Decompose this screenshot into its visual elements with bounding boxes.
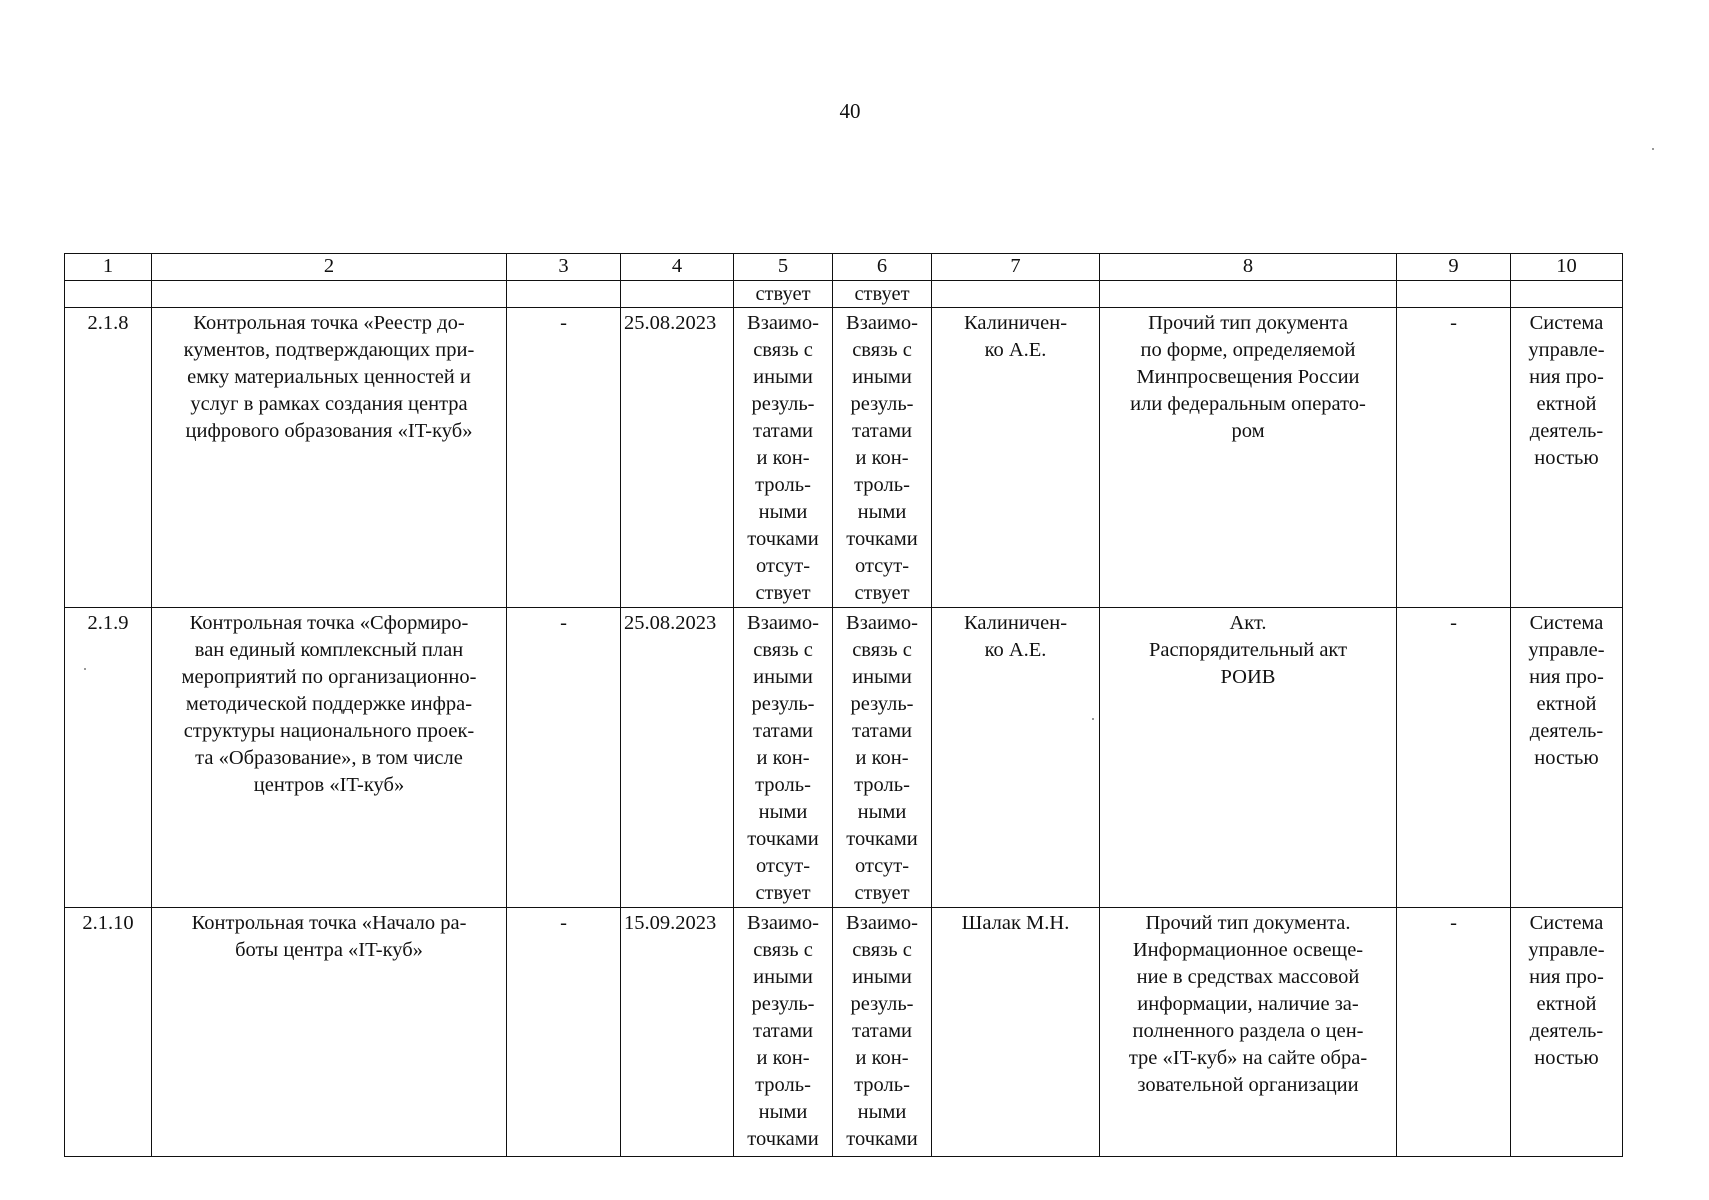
cell-line: цифрового образования «IT-куб» (185, 420, 473, 442)
cell-line: татами (851, 1020, 913, 1042)
cell-line: или федеральным операто- (1130, 393, 1366, 415)
relation-cell-5 (734, 908, 833, 1157)
cell-line: зовательной организации (1137, 1074, 1359, 1096)
cell-line: ектной (1536, 393, 1597, 415)
cell-line: татами (851, 720, 913, 742)
column-header: 7 (932, 254, 1100, 281)
continuation-row (65, 281, 1623, 308)
col3-cell: - (507, 308, 621, 608)
column-header: 8 (1100, 254, 1397, 281)
cell-line: и кон- (855, 747, 909, 769)
responsible-cell (932, 608, 1100, 908)
cell-line: троль- (854, 474, 910, 496)
cell-line: ствует (854, 882, 910, 904)
col9-cell: - (1397, 308, 1511, 608)
cell-line: Контрольная точка «Реестр до- (193, 312, 465, 334)
cell-line: Контрольная точка «Начало ра- (191, 912, 467, 934)
deadline-date-cell: 25.08.2023 (621, 608, 734, 908)
cell-line: деятель- (1529, 720, 1604, 742)
cell-line: ко А.Е. (984, 639, 1047, 661)
cell-line: отсут- (755, 555, 811, 577)
cell-line: боты центра «IT-куб» (235, 939, 423, 961)
control-point-name-cell (152, 308, 507, 608)
scan-speck (84, 668, 86, 670)
cell-line: иными (852, 666, 912, 688)
cell-line: Шалак М.Н. (961, 912, 1070, 934)
cell-line: Прочий тип документа. (1145, 912, 1351, 934)
table-row (65, 308, 1623, 608)
cell-line: ствует (755, 582, 811, 604)
relation-cell-6 (833, 308, 932, 608)
cell-line: отсут- (854, 855, 910, 877)
responsible-cell (932, 308, 1100, 608)
cell-line: ния про- (1529, 366, 1604, 388)
control-point-name-cell (152, 608, 507, 908)
cell-line: точками (846, 1128, 918, 1150)
col3-cell: - (507, 908, 621, 1157)
cell-line: деятель- (1529, 420, 1604, 442)
cell-line: и кон- (756, 447, 810, 469)
cell-line: Калиничен- (963, 312, 1068, 334)
deadline-date-cell: 25.08.2023 (621, 308, 734, 608)
cell-line: Распорядительный акт (1148, 639, 1348, 661)
cell-line: ния про- (1529, 966, 1604, 988)
cell-line: точками (747, 528, 819, 550)
relation-cell-5 (734, 308, 833, 608)
cell-line: и кон- (756, 1047, 810, 1069)
cell-line: иными (753, 966, 813, 988)
cell-line: ние в средствах массовой (1136, 966, 1360, 988)
cell-line: Контрольная точка «Сформиро- (189, 612, 469, 634)
relation-cell-6 (833, 908, 932, 1157)
cell-line: Взаимо- (846, 612, 918, 634)
col3-cell: - (507, 608, 621, 908)
cell-line: и кон- (855, 1047, 909, 1069)
cell-line: тре «IT-куб» на сайте обра- (1128, 1047, 1368, 1069)
cell-line: Взаимо- (846, 312, 918, 334)
cell-line: ектной (1536, 693, 1597, 715)
cell-line: Система (1529, 912, 1604, 934)
document-type-cell (1100, 608, 1397, 908)
cell-line: точками (846, 528, 918, 550)
cell-line: Калиничен- (963, 612, 1068, 634)
column-number-row (65, 254, 1623, 281)
cell-line: ван единый комплексный план (194, 639, 464, 661)
cell-line: резуль- (751, 393, 815, 415)
cell-line: Акт. (1229, 612, 1267, 634)
column-header: 9 (1397, 254, 1511, 281)
cell-line: Минпросвещения России (1136, 366, 1360, 388)
cell-line: иными (753, 366, 813, 388)
cell-line: ными (857, 801, 907, 823)
cell-line: Система (1529, 612, 1604, 634)
cell-line: ностью (1534, 1047, 1599, 1069)
cell-line: татами (752, 420, 814, 442)
cell-line: Взаимо- (747, 312, 819, 334)
cell-line: резуль- (850, 993, 914, 1015)
cell-line: и кон- (855, 447, 909, 469)
column-header: 10 (1511, 254, 1623, 281)
cell-line: связь с (852, 339, 912, 361)
cell-line: ствует (755, 882, 811, 904)
relation-cell-6 (833, 608, 932, 908)
cell-line: татами (752, 1020, 814, 1042)
cell-line: отсут- (755, 855, 811, 877)
cell-line: кументов, подтверждающих при- (183, 339, 475, 361)
cell-line: троль- (755, 774, 811, 796)
continuation-cell: ствует (833, 281, 932, 308)
cell-line: троль- (854, 774, 910, 796)
cell-line: услуг в рамках создания центра (190, 393, 468, 415)
column-header: 2 (152, 254, 507, 281)
cell-line: Взаимо- (747, 912, 819, 934)
cell-line: ко А.Е. (984, 339, 1047, 361)
cell-line: та «Образование», в том числе (195, 747, 463, 769)
cell-line: резуль- (850, 693, 914, 715)
cell-line: иными (753, 666, 813, 688)
cell-line: троль- (854, 1074, 910, 1096)
scan-speck (1652, 148, 1654, 150)
cell-line: информации, наличие за- (1137, 993, 1359, 1015)
column-header: 1 (65, 254, 152, 281)
cell-line: мероприятий по организационно- (181, 666, 477, 688)
document-type-cell (1100, 308, 1397, 608)
cell-line: по форме, определяемой (1140, 339, 1356, 361)
column-header: 6 (833, 254, 932, 281)
col9-cell: - (1397, 908, 1511, 1157)
cell-line: ектной (1536, 993, 1597, 1015)
table-row (65, 908, 1623, 1157)
cell-line: точками (846, 828, 918, 850)
document-type-cell (1100, 908, 1397, 1157)
cell-line: полненного раздела о цен- (1132, 1020, 1364, 1042)
item-number-cell: 2.1.10 (65, 908, 152, 1157)
control-point-name-cell (152, 908, 507, 1157)
relation-cell-5 (734, 608, 833, 908)
column-header: 5 (734, 254, 833, 281)
cell-line: ными (857, 501, 907, 523)
cell-line: связь с (852, 939, 912, 961)
cell-line: емку материальных ценностей и (187, 366, 471, 388)
cell-line: и кон- (756, 747, 810, 769)
cell-line: татами (851, 420, 913, 442)
responsible-cell (932, 908, 1100, 1157)
item-number-cell: 2.1.9 (65, 608, 152, 908)
cell-line: ными (758, 801, 808, 823)
cell-line: связь с (753, 339, 813, 361)
col9-cell: - (1397, 608, 1511, 908)
column-header: 4 (621, 254, 734, 281)
cell-line: резуль- (751, 993, 815, 1015)
cell-line: структуры национального проек- (183, 720, 475, 742)
cell-line: резуль- (850, 393, 914, 415)
column-header: 3 (507, 254, 621, 281)
cell-line: связь с (753, 939, 813, 961)
cell-line: управле- (1528, 339, 1605, 361)
item-number-cell: 2.1.8 (65, 308, 152, 608)
cell-line: Прочий тип документа (1148, 312, 1348, 334)
cell-line: Информационное освеще- (1132, 939, 1364, 961)
cell-line: ными (758, 501, 808, 523)
table-row (65, 608, 1623, 908)
cell-line: точками (747, 828, 819, 850)
cell-line: управле- (1528, 939, 1605, 961)
cell-line: троль- (755, 1074, 811, 1096)
cell-line: ностью (1534, 447, 1599, 469)
cell-line: ностью (1534, 747, 1599, 769)
deadline-date-cell: 15.09.2023 (621, 908, 734, 1157)
cell-line: резуль- (751, 693, 815, 715)
cell-line: связь с (852, 639, 912, 661)
cell-line: отсут- (854, 555, 910, 577)
continuation-cell: ствует (734, 281, 833, 308)
cell-line: Взаимо- (747, 612, 819, 634)
cell-line: ствует (854, 582, 910, 604)
scan-speck (1092, 718, 1094, 720)
cell-line: центров «IT-куб» (253, 774, 405, 796)
system-cell (1511, 608, 1623, 908)
system-cell (1511, 308, 1623, 608)
cell-line: связь с (753, 639, 813, 661)
cell-line: методической поддержке инфра- (185, 693, 473, 715)
system-cell (1511, 908, 1623, 1157)
cell-line: ными (857, 1101, 907, 1123)
cell-line: иными (852, 966, 912, 988)
cell-line: РОИВ (1220, 666, 1276, 688)
cell-line: точками (747, 1128, 819, 1150)
control-points-table (64, 253, 1623, 1157)
cell-line: троль- (755, 474, 811, 496)
cell-line: Система (1529, 312, 1604, 334)
cell-line: ром (1231, 420, 1265, 442)
cell-line: татами (752, 720, 814, 742)
cell-line: ными (758, 1101, 808, 1123)
cell-line: иными (852, 366, 912, 388)
page-number: 40 (839, 99, 861, 123)
cell-line: деятель- (1529, 1020, 1604, 1042)
cell-line: ния про- (1529, 666, 1604, 688)
cell-line: Взаимо- (846, 912, 918, 934)
cell-line: управле- (1528, 639, 1605, 661)
